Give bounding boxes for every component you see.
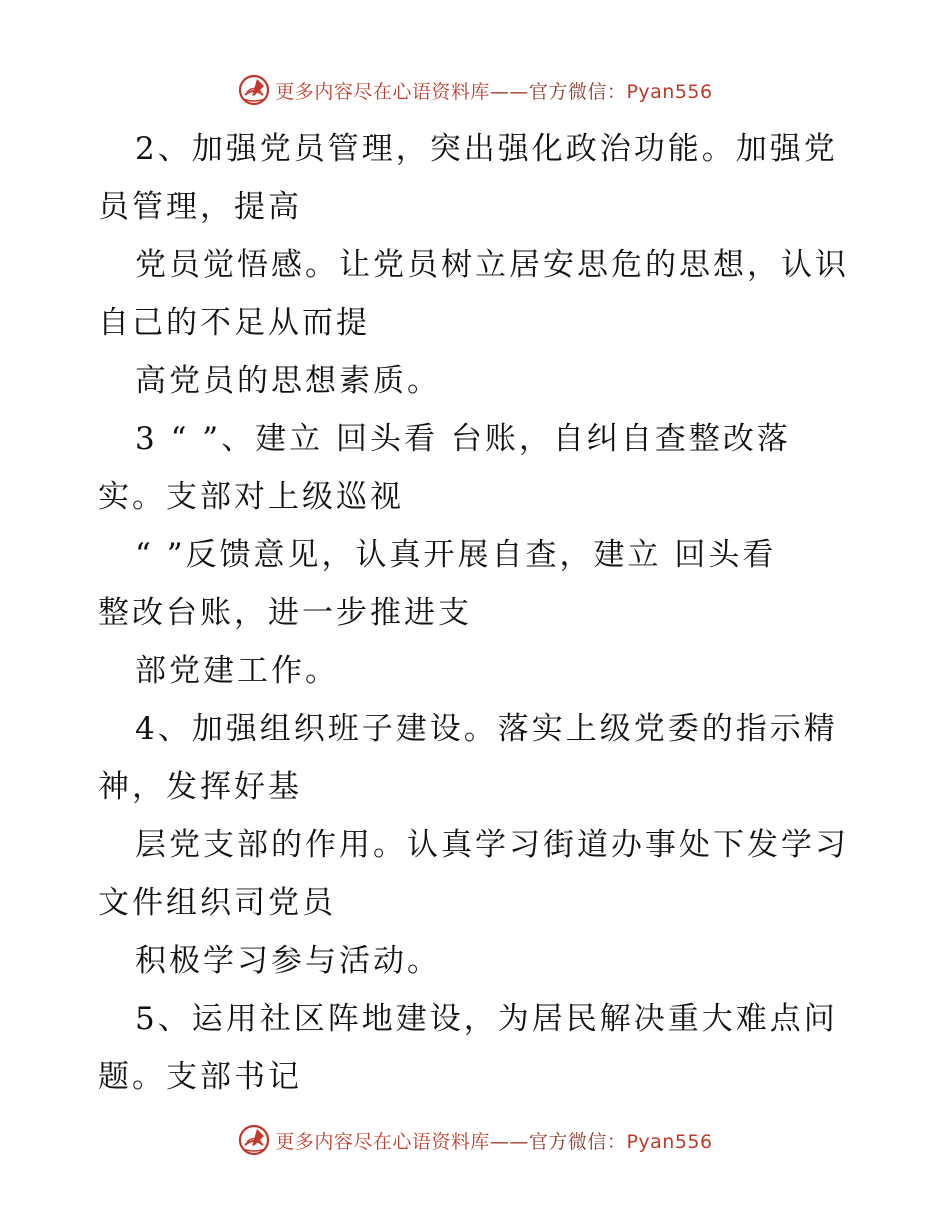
banner-separator: —— (489, 80, 529, 103)
body-line: 整改台账，进一步推进支 (98, 595, 472, 631)
banner-official-label: 官方微信： (528, 1130, 627, 1153)
banner-text (275, 77, 712, 104)
document-body (98, 120, 858, 1106)
body-line: 部党建工作。 (135, 653, 339, 689)
body-line: 员管理，提高 (98, 189, 302, 225)
header-banner (0, 70, 950, 110)
body-line: 层党支部的作用。认真学习街道办事处下发学习 (135, 827, 849, 863)
body-line: 3 “ ”、建立 回头看 台账，自纠自查整改落 (135, 421, 791, 457)
body-line: 4、加强组织班子建设。落实上级党委的指示精 (135, 711, 838, 747)
body-line: 神，发挥好基 (98, 769, 302, 805)
banner-wechat-id: Pyan556 (626, 1130, 713, 1153)
banner-site-text: 更多内容尽在心语资料库 (275, 1130, 490, 1153)
body-line: 积极学习参与活动。 (135, 943, 441, 979)
body-line: 2、加强党员管理，突出强化政治功能。加强党 (135, 131, 838, 167)
banner-separator: —— (489, 1130, 529, 1153)
banner-site-text: 更多内容尽在心语资料库 (275, 80, 490, 103)
body-line: 题。支部书记 (98, 1059, 302, 1095)
book-pen-logo-icon (237, 1123, 271, 1157)
body-line: 党员觉悟感。让党员树立居安思危的思想，认识 (135, 247, 849, 283)
banner-official-label: 官方微信： (528, 80, 627, 103)
body-line: “ ”反馈意见，认真开展自查，建立 回头看 (135, 537, 777, 573)
banner-text (275, 1127, 712, 1154)
banner-wechat-id: Pyan556 (626, 80, 713, 103)
footer-banner (0, 1120, 950, 1160)
body-line: 文件组织司党员 (98, 885, 336, 921)
body-line: 高党员的思想素质。 (135, 363, 441, 399)
body-line: 5、运用社区阵地建设，为居民解决重大难点问 (135, 1001, 838, 1037)
body-line: 实。支部对上级巡视 (98, 479, 404, 515)
book-pen-logo-icon (237, 73, 271, 107)
body-line: 自己的不足从而提 (98, 305, 370, 341)
